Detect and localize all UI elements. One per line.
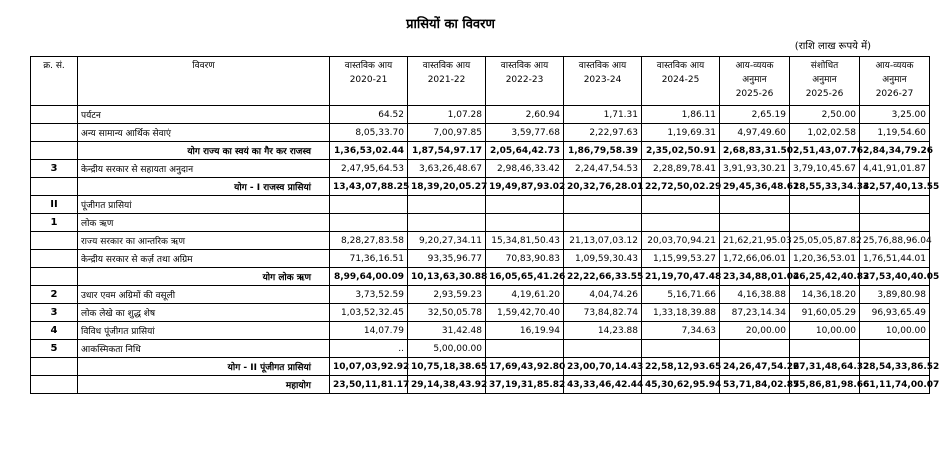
- serial-cell: [31, 124, 78, 142]
- value-cell: [486, 340, 564, 358]
- value-cell: [790, 214, 860, 232]
- column-header-line: वास्तविक आय: [656, 61, 705, 71]
- value-cell: 1,09,59,30.43: [564, 250, 642, 268]
- table-row: [31, 286, 930, 304]
- value-cell: 20,32,76,28.01: [564, 178, 642, 196]
- description-cell: केन्द्रीय सरकार से सहायता अनुदान: [78, 160, 330, 178]
- value-cell: 1,72,66,06.01: [720, 250, 790, 268]
- value-cell: 1,76,51,44.01: [860, 250, 930, 268]
- column-header-line: 2025-26: [735, 89, 774, 99]
- value-cell: 10,13,63,30.88: [408, 268, 486, 286]
- description-cell: पर्यटन: [78, 106, 330, 124]
- description-cell: योग - II पूंजीगत प्रासियां: [78, 358, 330, 376]
- value-cell: 28,54,33,86.52: [860, 358, 930, 376]
- value-cell: 55,86,81,98.66: [790, 376, 860, 394]
- serial-cell: [31, 142, 78, 160]
- value-cell: 21,62,21,95.03: [720, 232, 790, 250]
- serial-cell: 5: [31, 340, 78, 358]
- value-cell: 53,71,84,02.87: [720, 376, 790, 394]
- serial-cell: [31, 178, 78, 196]
- value-cell: 2,50.00: [790, 106, 860, 124]
- value-cell: 3,59,77.68: [486, 124, 564, 142]
- value-cell: 1,07.28: [408, 106, 486, 124]
- serial-cell: II: [31, 196, 78, 214]
- serial-cell: [31, 358, 78, 376]
- column-header: [860, 57, 930, 106]
- value-cell: [860, 214, 930, 232]
- value-cell: 2,35,02,50.91: [642, 142, 720, 160]
- value-cell: 93,35,96.77: [408, 250, 486, 268]
- value-cell: 10,07,03,92.92: [330, 358, 408, 376]
- page-title: प्रासियों का विवरण: [406, 17, 495, 32]
- table-row: [31, 322, 930, 340]
- value-cell: 29,14,38,43.92: [408, 376, 486, 394]
- value-cell: 26,25,42,40.83: [790, 268, 860, 286]
- serial-cell: 2: [31, 286, 78, 304]
- value-cell: 16,05,65,41.26: [486, 268, 564, 286]
- value-cell: 1,15,99,53.27: [642, 250, 720, 268]
- value-cell: 2,93,59.23: [408, 286, 486, 304]
- value-cell: 2,22,97.63: [564, 124, 642, 142]
- total-row: [31, 376, 930, 394]
- value-cell: 2,47,95,64.53: [330, 160, 408, 178]
- column-header-line: क्र. सं.: [43, 61, 65, 71]
- value-cell: 25,05,05,87.82: [790, 232, 860, 250]
- value-cell: 20,00.00: [720, 322, 790, 340]
- value-cell: 70,83,90.83: [486, 250, 564, 268]
- value-cell: [408, 196, 486, 214]
- total-row: [31, 178, 930, 196]
- value-cell: 19,49,87,93.02: [486, 178, 564, 196]
- value-cell: 1,59,42,70.40: [486, 304, 564, 322]
- column-header: [790, 57, 860, 106]
- value-cell: 2,51,43,07.76: [790, 142, 860, 160]
- value-cell: 29,45,36,48.61: [720, 178, 790, 196]
- serial-cell: 3: [31, 160, 78, 178]
- value-cell: 1,86,79,58.39: [564, 142, 642, 160]
- value-cell: 1,20,36,53.01: [790, 250, 860, 268]
- value-cell: ..: [330, 340, 408, 358]
- column-header: [408, 57, 486, 106]
- table-row: [31, 196, 930, 214]
- value-cell: [720, 214, 790, 232]
- value-cell: [408, 214, 486, 232]
- value-cell: 71,36,16.51: [330, 250, 408, 268]
- value-cell: 2,84,34,79.26: [860, 142, 930, 160]
- value-cell: 2,98,46,33.42: [486, 160, 564, 178]
- table-row: [31, 340, 930, 358]
- description-cell: राज्य सरकार का आन्तरिक ऋण: [78, 232, 330, 250]
- total-row: [31, 142, 930, 160]
- column-header-line: वास्तविक आय: [500, 61, 549, 71]
- value-cell: 8,99,64,00.09: [330, 268, 408, 286]
- value-cell: 64.52: [330, 106, 408, 124]
- serial-cell: [31, 250, 78, 268]
- value-cell: 1,19,54.60: [860, 124, 930, 142]
- value-cell: 4,16,38.88: [720, 286, 790, 304]
- column-header: [642, 57, 720, 106]
- column-header-line: वास्तविक आय: [578, 61, 627, 71]
- value-cell: 23,50,11,81.17: [330, 376, 408, 394]
- value-cell: 4,04,74.26: [564, 286, 642, 304]
- value-cell: 22,58,12,93.65: [642, 358, 720, 376]
- column-header-line: आय-व्ययक: [875, 61, 914, 71]
- column-header-line: संशोधित: [810, 61, 839, 71]
- serial-cell: 4: [31, 322, 78, 340]
- column-header-line: अनुमान: [882, 75, 907, 85]
- value-cell: 2,65.19: [720, 106, 790, 124]
- description-cell: केन्द्रीय सरकार से कर्ज़ तथा अग्रिम: [78, 250, 330, 268]
- description-cell: लोक ऋण: [78, 214, 330, 232]
- column-header: [720, 57, 790, 106]
- value-cell: [790, 340, 860, 358]
- value-cell: 2,60.94: [486, 106, 564, 124]
- value-cell: 14,36,18.20: [790, 286, 860, 304]
- value-cell: 27,53,40,40.05: [860, 268, 930, 286]
- value-cell: [860, 196, 930, 214]
- table-row: [31, 160, 930, 178]
- column-header-line: 2024-25: [661, 75, 700, 85]
- value-cell: 87,23,14.34: [720, 304, 790, 322]
- value-cell: 32,57,40,13.55: [860, 178, 930, 196]
- value-cell: 8,28,27,83.58: [330, 232, 408, 250]
- value-cell: 8,05,33.70: [330, 124, 408, 142]
- value-cell: [790, 196, 860, 214]
- value-cell: [564, 340, 642, 358]
- value-cell: 10,00.00: [790, 322, 860, 340]
- value-cell: 4,19,61.20: [486, 286, 564, 304]
- value-cell: 31,42.48: [408, 322, 486, 340]
- description-cell: महायोग: [78, 376, 330, 394]
- value-cell: 2,05,64,42.73: [486, 142, 564, 160]
- column-header-line: 2022-23: [505, 75, 544, 85]
- value-cell: 5,16,71.66: [642, 286, 720, 304]
- value-cell: 7,00,97.85: [408, 124, 486, 142]
- column-header-line: 2021-22: [427, 75, 466, 85]
- table-row: [31, 124, 930, 142]
- value-cell: 27,31,48,64.32: [790, 358, 860, 376]
- description-cell: उधार एवम अग्रिमों की वसूली: [78, 286, 330, 304]
- value-cell: [564, 214, 642, 232]
- table-row: [31, 304, 930, 322]
- value-cell: [486, 214, 564, 232]
- value-cell: 3,79,10,45.67: [790, 160, 860, 178]
- description-cell: योग राज्य का स्वयं का गैर कर राजस्व: [78, 142, 330, 160]
- table-row: [31, 106, 930, 124]
- value-cell: 91,60,05.29: [790, 304, 860, 322]
- column-header-line: 2025-26: [805, 89, 844, 99]
- value-cell: 23,00,70,14.43: [564, 358, 642, 376]
- value-cell: 43,33,46,42.44: [564, 376, 642, 394]
- value-cell: 2,28,89,78.41: [642, 160, 720, 178]
- value-cell: 3,63,26,48.67: [408, 160, 486, 178]
- serial-cell: [31, 376, 78, 394]
- value-cell: 3,73,52.59: [330, 286, 408, 304]
- total-row: [31, 268, 930, 286]
- serial-cell: [31, 232, 78, 250]
- serial-cell: 1: [31, 214, 78, 232]
- serial-cell: 3: [31, 304, 78, 322]
- value-cell: [564, 196, 642, 214]
- value-cell: [330, 214, 408, 232]
- column-header-line: 2023-24: [583, 75, 622, 85]
- value-cell: 22,22,66,33.55: [564, 268, 642, 286]
- description-cell: आकस्मिकता निधि: [78, 340, 330, 358]
- value-cell: 17,69,43,92.80: [486, 358, 564, 376]
- value-cell: 28,55,33,34.34: [790, 178, 860, 196]
- value-cell: 61,11,74,00.07: [860, 376, 930, 394]
- value-cell: 10,00.00: [860, 322, 930, 340]
- value-cell: 7,34.63: [642, 322, 720, 340]
- value-cell: [642, 340, 720, 358]
- value-cell: 13,43,07,88.25: [330, 178, 408, 196]
- table-header-row: [31, 57, 930, 106]
- value-cell: 3,89,80.98: [860, 286, 930, 304]
- value-cell: 1,71.31: [564, 106, 642, 124]
- column-header-line: विवरण: [192, 61, 215, 71]
- value-cell: 10,75,18,38.65: [408, 358, 486, 376]
- value-cell: 20,03,70,94.21: [642, 232, 720, 250]
- value-cell: 25,76,88,96.04: [860, 232, 930, 250]
- value-cell: 4,41,91,01.87: [860, 160, 930, 178]
- value-cell: 1,87,54,97.17: [408, 142, 486, 160]
- column-header-line: आय-व्ययक: [735, 61, 774, 71]
- value-cell: 21,13,07,03.12: [564, 232, 642, 250]
- value-cell: 37,19,31,85.82: [486, 376, 564, 394]
- value-cell: 1,02,02.58: [790, 124, 860, 142]
- value-cell: 32,50,05.78: [408, 304, 486, 322]
- description-cell: अन्य सामान्य आर्थिक सेवाएं: [78, 124, 330, 142]
- value-cell: 1,36,53,02.44: [330, 142, 408, 160]
- column-header-line: 2026-27: [875, 89, 914, 99]
- total-row: [31, 358, 930, 376]
- value-cell: 4,97,49.60: [720, 124, 790, 142]
- unit-note: (राशि लाख रूपये में): [794, 41, 871, 52]
- value-cell: [642, 214, 720, 232]
- column-header-line: 2020-21: [349, 75, 388, 85]
- value-cell: 73,84,82.74: [564, 304, 642, 322]
- receipts-table: [30, 56, 939, 394]
- value-cell: 18,39,20,05.27: [408, 178, 486, 196]
- column-header-line: वास्तविक आय: [344, 61, 393, 71]
- value-cell: [720, 340, 790, 358]
- serial-cell: [31, 268, 78, 286]
- value-cell: 45,30,62,95.94: [642, 376, 720, 394]
- value-cell: 1,19,69.31: [642, 124, 720, 142]
- value-cell: 3,25.00: [860, 106, 930, 124]
- value-cell: 1,03,52,32.45: [330, 304, 408, 322]
- value-cell: [720, 196, 790, 214]
- value-cell: 1,33,18,39.88: [642, 304, 720, 322]
- value-cell: 14,23.88: [564, 322, 642, 340]
- column-header-line: अनुमान: [742, 75, 767, 85]
- value-cell: 16,19.94: [486, 322, 564, 340]
- table-row: [31, 214, 930, 232]
- column-header-line: वास्तविक आय: [422, 61, 471, 71]
- value-cell: 21,19,70,47.48: [642, 268, 720, 286]
- value-cell: 3,91,93,30.21: [720, 160, 790, 178]
- value-cell: [486, 196, 564, 214]
- description-cell: योग - I राजस्व प्रासियां: [78, 178, 330, 196]
- value-cell: 15,34,81,50.43: [486, 232, 564, 250]
- value-cell: [642, 196, 720, 214]
- column-header: [486, 57, 564, 106]
- value-cell: 24,26,47,54.26: [720, 358, 790, 376]
- serial-cell: [31, 106, 78, 124]
- value-cell: 96,93,65.49: [860, 304, 930, 322]
- column-header: [78, 57, 330, 106]
- description-cell: लोक लेखे का शुद्ध शेष: [78, 304, 330, 322]
- value-cell: [330, 196, 408, 214]
- column-header: [330, 57, 408, 106]
- value-cell: 14,07.79: [330, 322, 408, 340]
- column-header-line: अनुमान: [812, 75, 837, 85]
- value-cell: 2,24,47,54.53: [564, 160, 642, 178]
- value-cell: 23,34,88,01.04: [720, 268, 790, 286]
- description-cell: योग लोक ऋण: [78, 268, 330, 286]
- value-cell: 2,68,83,31.50: [720, 142, 790, 160]
- description-cell: विविध पूंजीगत प्रासियां: [78, 322, 330, 340]
- description-cell: पूंजीगत प्रासियां: [78, 196, 330, 214]
- value-cell: 1,86.11: [642, 106, 720, 124]
- column-header: [564, 57, 642, 106]
- column-header: [31, 57, 78, 106]
- value-cell: 5,00,00.00: [408, 340, 486, 358]
- value-cell: 22,72,50,02.29: [642, 178, 720, 196]
- table-body: [31, 106, 939, 394]
- value-cell: [860, 340, 930, 358]
- table-row: [31, 250, 930, 268]
- value-cell: 9,20,27,34.11: [408, 232, 486, 250]
- table-row: [31, 232, 930, 250]
